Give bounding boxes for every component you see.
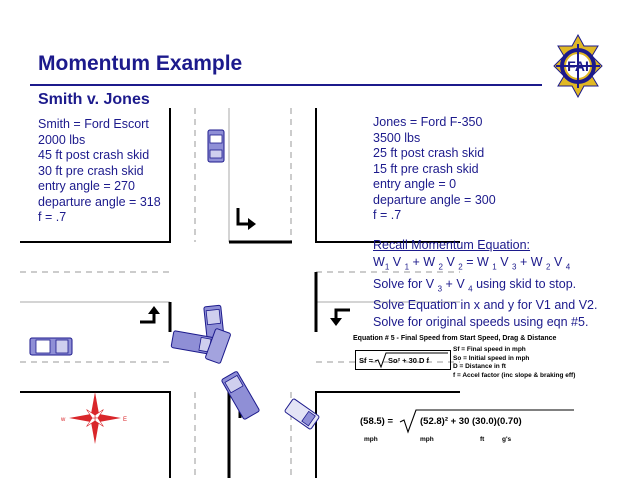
smith-line: departure angle = 318 <box>38 194 161 209</box>
equation-5-formula <box>355 350 451 370</box>
svg-text:Sf =: Sf = <box>359 356 373 365</box>
legend-line: D = Distance in ft <box>453 363 506 370</box>
vehicle-smith-rest <box>284 398 319 429</box>
stop-bars <box>170 242 316 478</box>
jones-info <box>373 115 496 224</box>
title-divider <box>30 84 542 86</box>
recall-line-2: Solve for V $_3$ + V $_4$ using skid to stop. <box>373 276 577 293</box>
smith-line: 30 ft pre crash skid <box>38 163 144 178</box>
smith-line: f = .7 <box>38 210 67 224</box>
worked-calculation <box>360 408 580 452</box>
calc-formula-graphic <box>360 408 580 434</box>
unit-label: g's <box>502 436 512 443</box>
slide-title: Momentum Example <box>38 52 243 75</box>
slide-subtitle: Smith v. Jones <box>38 91 150 108</box>
recall-heading: Recall Momentum Equation: <box>373 238 531 252</box>
svg-text:(52.8)² + 30 (30.0)(0.70): (52.8)² + 30 (30.0)(0.70) <box>420 416 522 427</box>
vehicle-smith-entry <box>30 338 72 355</box>
jones-line: 3500 lbs <box>373 130 421 145</box>
smith-line: 45 ft post crash skid <box>38 148 150 162</box>
momentum-recall <box>373 237 597 331</box>
vehicle-jones-entry <box>208 130 224 162</box>
compass-west-label: w <box>61 417 66 423</box>
jones-line: 15 ft pre crash skid <box>373 161 479 176</box>
legend-line: f = Accel factor (inc slope & braking eff) <box>453 371 576 379</box>
vehicle-jones-rest <box>221 371 260 420</box>
unit-label: mph <box>420 436 434 443</box>
sqrt-formula-graphic <box>356 351 450 369</box>
equation-5-title: Equation # 5 - Final Speed from Start Speed, Drag & Distance <box>353 335 557 342</box>
jones-line: Jones = Ford F-350 <box>373 115 483 129</box>
legend-line: So = Initial speed in mph <box>453 354 530 362</box>
svg-text:(58.5) =: (58.5) = <box>360 416 394 427</box>
smith-line: entry angle = 270 <box>38 179 135 193</box>
compass-east-label: E <box>123 417 128 423</box>
legend-line: Sf = Final speed in mph <box>453 346 526 353</box>
recall-line-4: Solve for original speeds using eqn #5. <box>373 315 589 329</box>
compass-rose-icon <box>60 392 127 444</box>
jones-line: 25 ft post crash skid <box>373 146 485 160</box>
smith-line: Smith = Ford Escort <box>38 117 149 131</box>
fai-logo-icon <box>546 34 610 98</box>
smith-info <box>38 117 161 226</box>
jones-line: entry angle = 0 <box>373 177 457 191</box>
jones-line: f = .7 <box>373 208 402 222</box>
recall-line-3: Solve Equation in x and y for V1 and V2. <box>373 298 598 312</box>
svg-text:So² + 30 D f: So² + 30 D f <box>388 356 430 365</box>
jones-line: departure angle = 300 <box>373 192 496 207</box>
equation-5-legend <box>453 346 575 380</box>
logo-text: FAI <box>567 58 589 74</box>
unit-label: mph <box>364 436 378 443</box>
unit-label: ft <box>480 436 485 443</box>
smith-line: 2000 lbs <box>38 132 86 147</box>
equation-5-panel <box>353 335 623 379</box>
momentum-equation: $W_1$ V $_1$ + W $_2$ V $_2$ = W $_1$ V $_3$ + W $_2$ V $_4$ <box>373 255 571 272</box>
